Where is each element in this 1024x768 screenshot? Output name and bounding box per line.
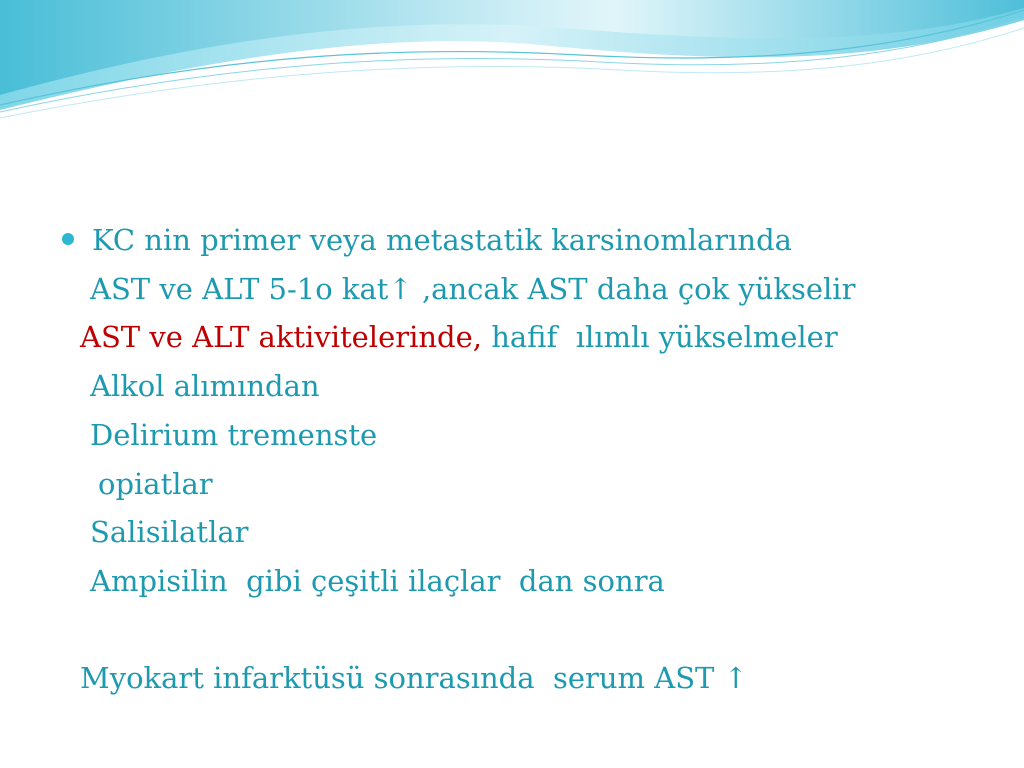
highlight-text: AST ve ALT aktivitelerinde, (80, 320, 482, 354)
text-line-9: Myokart infarktüsü sonrasında serum AST ↑ (80, 661, 748, 695)
text-line-3 (80, 320, 838, 354)
text-line-3-rest: hafif ılımlı yükselmeler (482, 320, 838, 354)
text-line-6: opiatlar (98, 467, 213, 501)
text-line-2: AST ve ALT 5-1o kat↑ ,ancak AST daha çok yükselir (90, 272, 856, 306)
text-line-1: KC nin primer veya metastatik karsinomlarında (92, 223, 792, 257)
text-line-4: Alkol alımından (90, 369, 320, 403)
text-line-8: Ampisilin gibi çeşitli ilaçlar dan sonra (90, 564, 665, 598)
bullet-icon (62, 233, 74, 245)
text-line-5: Delirium tremenste (90, 418, 378, 452)
text-line-7: Salisilatlar (90, 515, 249, 549)
